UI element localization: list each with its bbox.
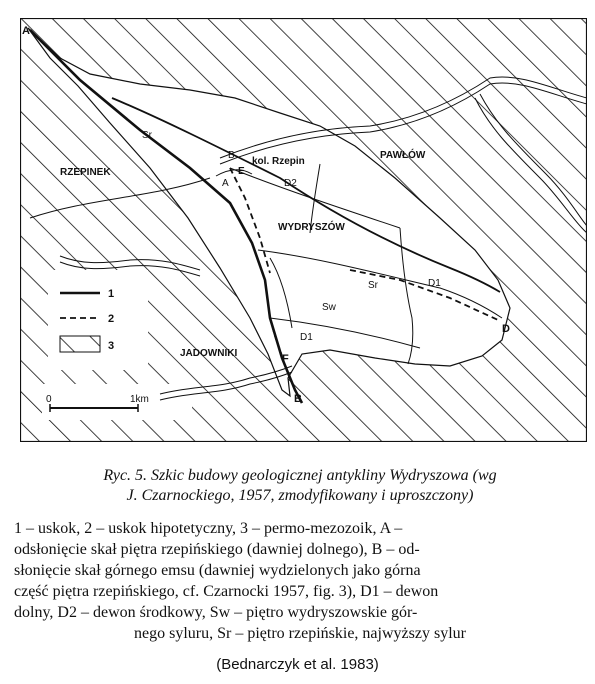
place-rzepinek: RZEPINEK: [60, 167, 111, 178]
legend-line-2: odsłonięcie skał piętra rzepińskiego (dawniej dolnego), B – od-: [14, 541, 420, 558]
place-wydryszow: WYDRYSZÓW: [278, 222, 345, 233]
legend-line-3: słonięcie skał górnego emsu (dawniej wydzielonych jako górna: [14, 562, 421, 579]
point-a-north: A: [22, 25, 30, 37]
scale-zero: 0: [46, 394, 52, 405]
geological-sketch-map: [20, 18, 587, 442]
legend-label-3: 3: [108, 340, 115, 352]
legend-line-5: dolny, D2 – dewon środkowy, Sw – piętro wydryszowskie gór-: [14, 604, 418, 621]
legend-symbol-hatch: [60, 336, 100, 352]
unit-d1-south: D1: [300, 332, 313, 343]
source-citation: (Bednarczyk et al. 1983): [216, 656, 379, 673]
legend-line-1: 1 – uskok, 2 – uskok hipotetyczny, 3 – permo-mezozoik, A –: [14, 520, 403, 537]
legend-label-2: 2: [108, 313, 115, 325]
legend-line-6: nego syluru, Sr – piętro rzepińskie, najwyższy sylur: [134, 625, 466, 642]
legend-label-1: 1: [108, 288, 115, 300]
legend-line-4: część piętra rzepińskiego, cf. Czarnocki 1957, fig. 3), D1 – dewon: [14, 583, 439, 600]
unit-sw: Sw: [322, 302, 336, 313]
place-pawlow: PAWŁÓW: [380, 150, 426, 161]
caption-line-2: J. Czarnockiego, 1957, zmodyfikowany i uproszczony): [126, 487, 474, 504]
unit-sr-east: Sr: [368, 280, 378, 291]
scale-box: [42, 384, 192, 420]
legend-box: [48, 270, 148, 370]
figure-caption: [14, 466, 586, 506]
point-a-mid: A: [222, 178, 229, 189]
scale-km: 1km: [130, 394, 149, 405]
place-jadowniki: JADOWNIKI: [180, 348, 238, 359]
unit-sr-north: Sr: [142, 130, 152, 141]
point-d: D: [502, 323, 510, 335]
point-f: F: [282, 353, 289, 365]
unit-d2: D2: [284, 178, 297, 189]
unit-d1-east: D1: [428, 278, 441, 289]
legend-description: [14, 518, 586, 644]
point-e: E: [238, 166, 245, 177]
point-b-south: B: [294, 393, 302, 405]
point-b-mid: B: [228, 150, 235, 161]
place-kol-rzepin: kol. Rzepin: [252, 156, 305, 167]
caption-line-1: Ryc. 5. Szkic budowy geologicznej antykliny Wydryszowa (wg: [103, 467, 497, 484]
